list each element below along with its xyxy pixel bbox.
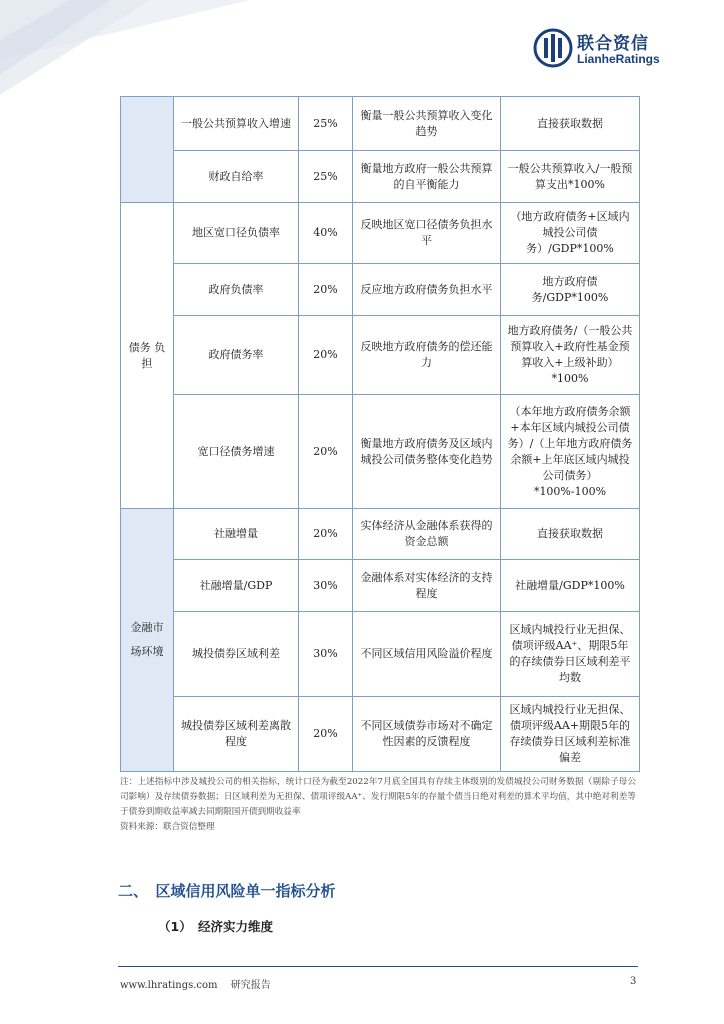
table-row: [121, 264, 640, 316]
category-cell-debt: [121, 203, 174, 509]
table-note: [120, 775, 636, 835]
weight-cell: 20%: [299, 509, 353, 560]
table-row: [121, 560, 640, 612]
formula-cell: 区域内城投行业无担保、债项评级AA⁺、期限5年的存续债券日区域利差平均数: [501, 612, 640, 697]
footer-website: www.lhratings.com 研究报告: [120, 980, 271, 991]
meaning-cell: 反映地区宽口径债务负担水平: [353, 203, 501, 264]
logo-name: 联合资信: [577, 34, 649, 54]
table-row: [121, 151, 640, 203]
meaning-cell: 反应地方政府债务负担水平: [353, 264, 501, 316]
indicator-cell: 城投债券区域利差离散程度: [174, 697, 299, 772]
category-label: 负担: [141, 340, 166, 370]
page-number: 3: [630, 976, 637, 987]
note-text: 注：上述指标中涉及城投公司的相关指标，统计口径为截至2022年7月底全国具有存续主体级别的发债城投公司财务数据（剔除子母公司影响）及存续债券数据；日区域利差为无担保、债项评级AA⁺、发行期限5年的存量个债当日绝对利差的算术平均值，其中绝对利差等于债券到期收益率减去同期限国开债到期收益率: [120, 777, 636, 817]
formula-cell: 一般公共预算收入/一般预算支出*100%: [501, 151, 640, 203]
meaning-cell: 反映地方政府债务的偿还能力: [353, 316, 501, 395]
table-row: [121, 97, 640, 151]
formula-cell: （本年地方政府债务余额+本年区域内城投公司债务）/（上年地方政府债务余额+上年底区域内城投公司债务）*100%-100%: [501, 395, 640, 509]
weight-cell: 25%: [299, 151, 353, 203]
weight-cell: 25%: [299, 97, 353, 151]
indicator-cell: 政府负债率: [174, 264, 299, 316]
formula-cell: 直接获取数据: [501, 509, 640, 560]
logo-mark-icon: [533, 28, 573, 68]
table-row: [121, 612, 640, 697]
category-label: 债务: [128, 340, 151, 354]
weight-cell: 20%: [299, 697, 353, 772]
indicator-cell: 政府债务率: [174, 316, 299, 395]
meaning-cell: 金融体系对实体经济的支持程度: [353, 560, 501, 612]
company-logo: [533, 26, 673, 70]
weight-cell: 20%: [299, 395, 353, 509]
logo-subtitle: LianheRatings: [577, 52, 660, 66]
weight-cell: 20%: [299, 264, 353, 316]
formula-cell: 区域内城投行业无担保、债项评级AA+期限5年的存续债券日区域利差标准偏差: [501, 697, 640, 772]
indicator-cell: 社融增量/GDP: [174, 560, 299, 612]
table-row: [121, 697, 640, 772]
table-row: [121, 203, 640, 264]
indicator-cell: 财政自给率: [174, 151, 299, 203]
meaning-cell: 实体经济从金融体系获得的资金总额: [353, 509, 501, 560]
weight-cell: 30%: [299, 560, 353, 612]
source-text: 资料来源：联合资信整理: [120, 822, 215, 832]
formula-cell: 地方政府债务/GDP*100%: [501, 264, 640, 316]
indicator-cell: 一般公共预算收入增速: [174, 97, 299, 151]
formula-cell: （地方政府债务+区域内城投公司债务）/GDP*100%: [501, 203, 640, 264]
formula-cell: 地方政府债务/（一般公共预算收入+政府性基金预算收入+上级补助）*100%: [501, 316, 640, 395]
table-row: [121, 509, 640, 560]
indicator-cell: 社融增量: [174, 509, 299, 560]
subsection-heading: （1） 经济实力维度: [158, 919, 273, 934]
category-cell-finance: [121, 509, 174, 772]
table-row: [121, 316, 640, 395]
table-row: [121, 395, 640, 509]
indicator-cell: 地区宽口径负债率: [174, 203, 299, 264]
formula-cell: 社融增量/GDP*100%: [501, 560, 640, 612]
indicator-table: [120, 96, 640, 772]
category-cell: [121, 97, 174, 203]
meaning-cell: 衡量地方政府一般公共预算的自平衡能力: [353, 151, 501, 203]
section-heading: 二、 区域信用风险单一指标分析: [118, 882, 336, 900]
weight-cell: 40%: [299, 203, 353, 264]
formula-cell: 直接获取数据: [501, 97, 640, 151]
meaning-cell: 不同区域信用风险溢价程度: [353, 612, 501, 697]
indicator-cell: 宽口径债务增速: [174, 395, 299, 509]
weight-cell: 20%: [299, 316, 353, 395]
meaning-cell: 不同区域债券市场对不确定性因素的反馈程度: [353, 697, 501, 772]
indicator-cell: 城投债券区域利差: [174, 612, 299, 697]
meaning-cell: 衡量一般公共预算收入变化趋势: [353, 97, 501, 151]
category-label: 金融市: [130, 621, 164, 634]
category-label: 场环境: [130, 645, 164, 658]
weight-cell: 30%: [299, 612, 353, 697]
footer-divider: [118, 966, 638, 967]
meaning-cell: 衡量地方政府债务及区域内城投公司债务整体变化趋势: [353, 395, 501, 509]
